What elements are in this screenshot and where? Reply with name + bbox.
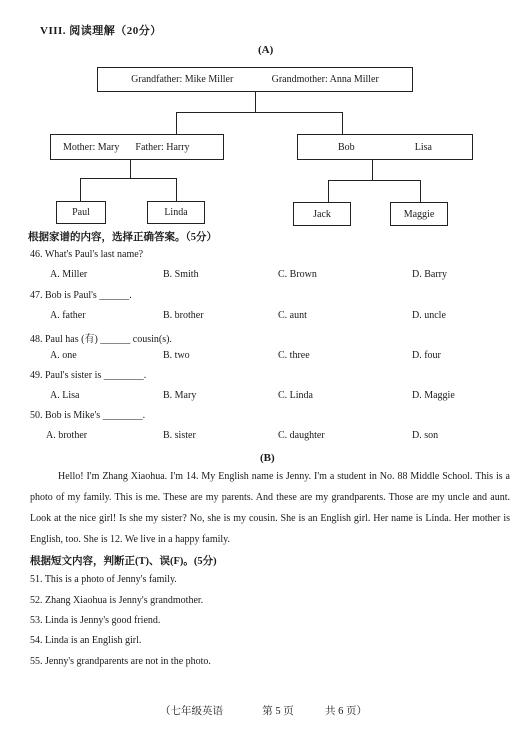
q47-option-b: B. brother [163,310,204,321]
part-a-instruction: 根据家谱的内容，选择正确答案。（5分） [28,232,217,243]
lisa-label: Lisa [414,141,432,153]
footer-total-pages: 共 6 页） [325,706,367,717]
part-b-instruction: 根据短文内容，判断正(T)、误(F)。(5分) [30,556,217,567]
question-46: 46. What's Paul's last name? [30,249,144,260]
section-title: VIII. 阅读理解（20分） [40,25,162,37]
q49-option-a: A. Lisa [50,390,80,401]
q49-option-d: D. Maggie [412,390,455,401]
q50-option-d: D. son [412,430,439,441]
statement-51: 51. This is a photo of Jenny's family. [30,574,177,585]
reading-passage: Hello! I'm Zhang Xiaohua. I'm 14. My English name is Jenny. I'm a student in No. 88 Middle School. This is a photo of my family. This is me. These are my parents. And these are my grandparents. Those are my uncle and aunt. Look at the nice girl! Is she my sister? No, she is my cousin. She is an English girl. Her name is Linda. Her mother is English, too. She is 12. We live in a happy family. [30,471,510,545]
q46-option-c: C. Brown [278,269,317,280]
q47-option-a: A. father [50,310,86,321]
q50-option-a: A. brother [46,430,88,441]
q46-option-a: A. Miller [50,269,88,280]
question-49: 49. Paul's sister is ________. [30,370,147,381]
footer-grade: （七年级英语 [160,706,223,717]
grandparents-box [97,67,413,92]
question-48: 48. Paul has (有) ______ cousin(s). [30,334,172,345]
page-footer [160,703,367,718]
statement-53: 53. Linda is Jenny's good friend. [30,615,161,626]
father-label: Father: Harry [135,141,190,153]
linda-label: Linda [164,207,188,218]
bob-label: Bob [338,141,355,153]
q48-option-c: C. three [278,350,310,361]
q50-option-c: C. daughter [278,430,325,441]
family-tree [0,0,532,240]
paul-label: Paul [72,207,90,218]
statement-54: 54. Linda is an English girl. [30,635,142,646]
statement-55: 55. Jenny's grandparents are not in the photo. [30,656,211,667]
jack-label: Jack [313,208,331,220]
q49-option-b: B. Mary [163,390,197,401]
q48-option-b: B. two [163,350,190,361]
footer-page-number: 第 5 页 [262,706,294,717]
maggie-label: Maggie [403,208,435,220]
q49-option-c: C. Linda [278,390,313,401]
q46-option-d: D. Barry [412,269,447,280]
q46-option-b: B. Smith [163,269,199,280]
jack-box [293,202,351,226]
question-50: 50. Bob is Mike's ________. [30,410,146,421]
q48-option-d: D. four [412,350,441,361]
q50-option-b: B. sister [163,430,196,441]
parents-box [50,134,224,160]
mother-label: Mother: Mary [63,141,120,153]
grandfather-label: Grandfather: Mike Miller [131,74,234,85]
q47-option-c: C. aunt [278,310,307,321]
paul-box [56,201,106,224]
q47-option-d: D. uncle [412,310,446,321]
grandmother-label: Grandmother: Anna Miller [271,74,379,85]
linda-box [147,201,205,224]
q48-option-a: A. one [50,350,77,361]
part-a-label: (A) [258,44,274,56]
maggie-box [390,202,448,226]
bob-lisa-box [297,134,473,160]
part-b-label: (B) [260,452,275,464]
question-47: 47. Bob is Paul's ______. [30,290,132,301]
statement-52: 52. Zhang Xiaohua is Jenny's grandmother. [30,595,204,606]
